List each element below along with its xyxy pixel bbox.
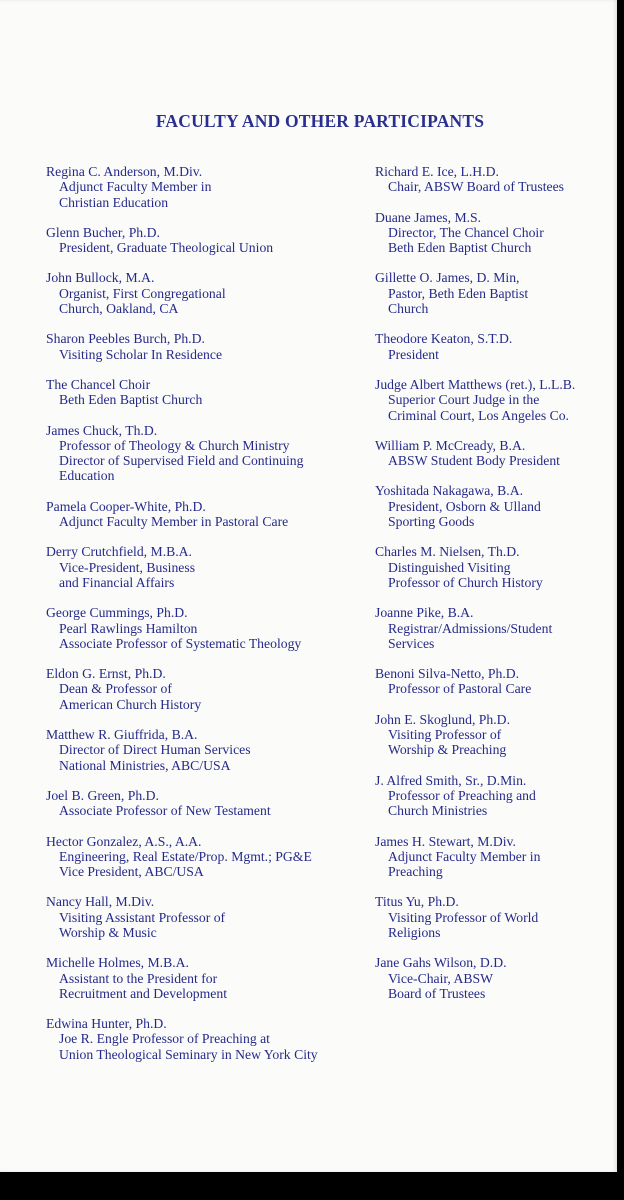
participant-title	[375, 392, 615, 423]
participant-name: The Chancel Choir	[46, 376, 151, 392]
participant-title-line: Professor of Church History	[388, 574, 543, 590]
participant-name: John E. Skoglund, Ph.D.	[375, 711, 510, 727]
participant-title-line: Worship & Music	[59, 924, 157, 940]
participant-entry	[46, 544, 366, 590]
participant-name: Judge Albert Matthews (ret.), L.L.B.	[375, 376, 576, 392]
participant-title	[46, 438, 366, 484]
participant-entry	[375, 544, 615, 590]
participant-title-line: President, Osborn & Ulland	[388, 498, 541, 514]
participant-entry	[46, 955, 366, 1001]
participant-title	[375, 347, 615, 362]
participant-title-line: and Financial Affairs	[59, 574, 175, 590]
participant-entry	[375, 331, 615, 362]
participant-title-line: Adjunct Faculty Member in	[59, 179, 212, 195]
participant-entry	[375, 438, 615, 469]
participant-title-line: Christian Education	[59, 194, 169, 210]
participant-title	[375, 971, 615, 1002]
participant-entry	[375, 955, 615, 1001]
participant-name: Yoshitada Nakagawa, B.A.	[375, 483, 524, 499]
participant-title	[375, 225, 615, 256]
participant-title	[46, 347, 366, 362]
participant-entry	[375, 834, 615, 880]
participant-title	[46, 392, 366, 407]
participant-entry	[46, 666, 366, 712]
participant-name: Joel B. Green, Ph.D.	[46, 787, 159, 803]
participant-entry	[375, 712, 615, 758]
participant-title-line: American Church History	[59, 696, 202, 712]
participant-title-line: Associate Professor of Systematic Theology	[59, 635, 302, 651]
participant-entry	[375, 164, 615, 195]
participant-name: William P. McCready, B.A.	[375, 437, 526, 453]
participant-title-line: Recruitment and Development	[59, 985, 227, 1001]
page-title: FACULTY AND OTHER PARTICIPANTS	[155, 111, 485, 131]
participant-title-line: Director, The Chancel Choir	[388, 224, 544, 240]
participant-name: Charles M. Nielsen, Th.D.	[375, 544, 520, 560]
participant-title-line: ABSW Student Body President	[388, 453, 560, 469]
participant-entry	[375, 210, 615, 256]
participant-title-line: Pastor, Beth Eden Baptist	[388, 285, 529, 301]
participant-title-line: President, Graduate Theological Union	[59, 240, 274, 256]
participant-name: Michelle Holmes, M.B.A.	[46, 955, 189, 971]
participant-title	[375, 453, 615, 468]
participant-title-line: Religions	[388, 924, 441, 940]
participant-title	[375, 621, 615, 652]
participant-name: Jane Gahs Wilson, D.D.	[375, 955, 507, 971]
participant-title-line: Beth Eden Baptist Church	[59, 392, 203, 408]
participant-title-line: President	[388, 346, 439, 362]
participant-title-line: Vice-Chair, ABSW	[388, 970, 494, 986]
participant-entry	[46, 377, 366, 408]
participant-title-line: Professor of Theology & Church Ministry	[59, 437, 290, 453]
participant-title	[46, 971, 366, 1002]
participant-title	[46, 286, 366, 317]
participant-title-line: Church	[388, 301, 429, 317]
participant-name: Derry Crutchfield, M.B.A.	[46, 544, 192, 560]
participant-name: Duane James, M.S.	[375, 209, 482, 225]
participant-title-line: Beth Eden Baptist Church	[388, 240, 532, 256]
participant-title-line: Joe R. Engle Professor of Preaching at	[59, 1031, 270, 1047]
participant-title-line: Visiting Professor of World	[388, 909, 539, 925]
participant-entry	[46, 605, 366, 651]
participant-title-line: Professor of Pastoral Care	[388, 681, 532, 697]
participant-entry	[375, 773, 615, 819]
participant-entry	[46, 894, 366, 940]
participant-entry	[46, 499, 366, 530]
participant-title	[46, 179, 366, 210]
participant-name: George Cummings, Ph.D.	[46, 605, 188, 621]
participant-title-line: Sporting Goods	[388, 514, 475, 530]
left-column	[46, 164, 366, 1077]
participant-title-line: Registrar/Admissions/Student	[388, 620, 553, 636]
participant-entry	[375, 605, 615, 651]
right-column	[375, 164, 615, 1016]
participant-name: Pamela Cooper-White, Ph.D.	[46, 498, 206, 514]
participant-title	[46, 240, 366, 255]
participant-title-line: Professor of Preaching and	[388, 787, 536, 803]
participant-entry	[46, 727, 366, 773]
participant-title-line: Associate Professor of New Testament	[59, 803, 271, 819]
participant-entry	[46, 164, 366, 210]
participant-title-line: Superior Court Judge in the	[388, 392, 540, 408]
participant-entry	[375, 483, 615, 529]
participant-name: J. Alfred Smith, Sr., D.Min.	[375, 772, 527, 788]
participant-title-line: Pearl Rawlings Hamilton	[59, 620, 198, 636]
participant-entry	[46, 788, 366, 819]
participant-name: John Bullock, M.A.	[46, 270, 155, 286]
participant-title-line: Vice-President, Business	[59, 559, 196, 575]
participant-name: Benoni Silva-Netto, Ph.D.	[375, 666, 520, 682]
participant-entry	[375, 270, 615, 316]
participant-title-line: Worship & Preaching	[388, 742, 507, 758]
participant-title-line: Union Theological Seminary in New York City	[59, 1046, 318, 1062]
participant-title-line: Church, Oakland, CA	[59, 301, 179, 317]
participant-title-line: Assistant to the President for	[59, 970, 218, 986]
participant-title-line: Adjunct Faculty Member in	[388, 848, 541, 864]
participant-entry	[46, 423, 366, 484]
participant-entry	[375, 377, 615, 423]
participant-name: Regina C. Anderson, M.Div.	[46, 164, 203, 179]
participant-entry	[46, 225, 366, 256]
participant-title-line: Visiting Scholar In Residence	[59, 346, 223, 362]
participant-title	[46, 1031, 366, 1062]
participant-entry	[46, 331, 366, 362]
participant-title-line: Church Ministries	[388, 803, 488, 819]
participant-title-line: Services	[388, 635, 435, 651]
participant-entry	[375, 894, 615, 940]
participant-name: James H. Stewart, M.Div.	[375, 833, 516, 849]
participant-title-line: Dean & Professor of	[59, 681, 172, 697]
participant-name: Richard E. Ice, L.H.D.	[375, 164, 499, 179]
participant-title-line: Preaching	[388, 864, 443, 880]
participant-name: Theodore Keaton, S.T.D.	[375, 331, 513, 347]
participant-entry	[46, 834, 366, 880]
participant-title	[46, 910, 366, 941]
participant-name: Matthew R. Giuffrida, B.A.	[46, 727, 198, 743]
participant-title	[375, 788, 615, 819]
participant-name: Nancy Hall, M.Div.	[46, 894, 155, 910]
participant-name: Joanne Pike, B.A.	[375, 605, 474, 621]
participant-name: James Chuck, Th.D.	[46, 422, 158, 438]
participant-title	[375, 681, 615, 696]
participant-title-line: Director of Supervised Field and Continuing	[59, 453, 304, 469]
participant-title	[375, 179, 615, 194]
participant-entry	[46, 1016, 366, 1062]
participant-name: Gillette O. James, D. Min,	[375, 270, 520, 286]
participant-title-line: Adjunct Faculty Member in Pastoral Care	[59, 514, 289, 530]
participant-title-line: Vice President, ABC/USA	[59, 864, 204, 880]
participant-name: Glenn Bucher, Ph.D.	[46, 224, 160, 240]
participant-title	[375, 499, 615, 530]
participant-title-line: Criminal Court, Los Angeles Co.	[388, 407, 569, 423]
participant-name: Eldon G. Ernst, Ph.D.	[46, 666, 166, 682]
participant-title	[375, 560, 615, 591]
participant-title	[46, 803, 366, 818]
participant-name: Hector Gonzalez, A.S., A.A.	[46, 833, 202, 849]
participant-name: Titus Yu, Ph.D.	[375, 894, 459, 910]
participant-title-line: Visiting Assistant Professor of	[59, 909, 226, 925]
participant-title-line: Engineering, Real Estate/Prop. Mgmt.; PG&E	[59, 848, 312, 864]
participant-entry	[375, 666, 615, 697]
participant-title-line: Director of Direct Human Services	[59, 742, 251, 758]
participant-title-line: Education	[59, 468, 115, 484]
participant-title	[46, 849, 366, 880]
participant-entry	[46, 270, 366, 316]
participant-title-line: Visiting Professor of	[388, 727, 502, 743]
participant-title-line: Chair, ABSW Board of Trustees	[388, 179, 565, 195]
participant-title	[46, 560, 366, 591]
participant-title	[375, 286, 615, 317]
participant-title	[375, 910, 615, 941]
participant-title-line: National Ministries, ABC/USA	[59, 757, 231, 773]
participant-title	[375, 727, 615, 758]
participant-title-line: Board of Trustees	[388, 985, 486, 1001]
participant-title	[46, 742, 366, 773]
participant-title	[46, 681, 366, 712]
participant-name: Edwina Hunter, Ph.D.	[46, 1016, 167, 1032]
participant-title-line: Distinguished Visiting	[388, 559, 511, 575]
participant-title	[46, 514, 366, 529]
participant-title-line: Organist, First Congregational	[59, 285, 226, 301]
participant-title	[375, 849, 615, 880]
participant-title	[46, 621, 366, 652]
participant-name: Sharon Peebles Burch, Ph.D.	[46, 331, 205, 347]
